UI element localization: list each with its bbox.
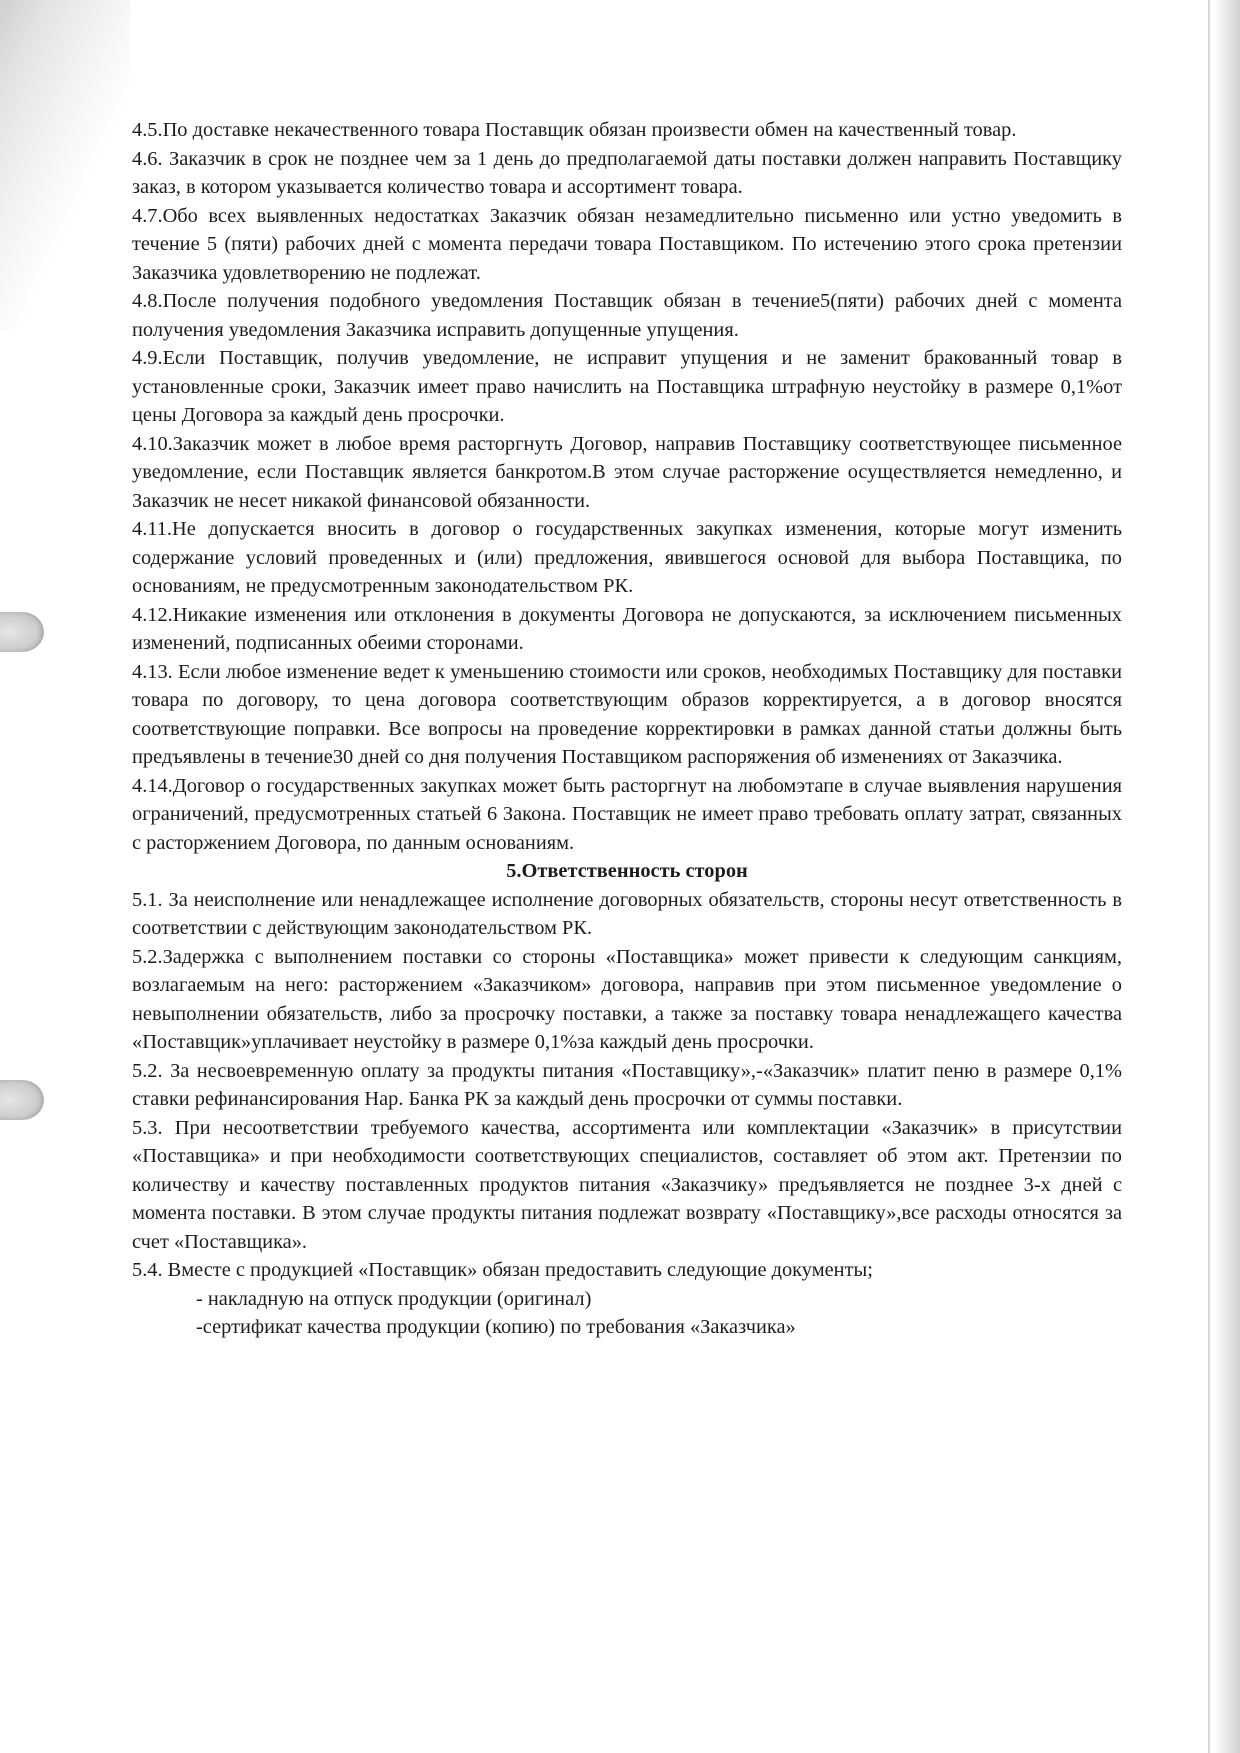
paragraph-5-2-payment: 5.2. За несвоевременную оплату за продукты питания «Поставщику»,-«Заказчик» платит пеню в размере 0,1% ставки рефинансирования Нар. Банка РК за каждый день просрочки от суммы поставки. — [132, 1059, 1122, 1110]
paragraph-5-3: 5.3. При несоответствии требуемого качества, ассортимента или комплектации «Заказчик» в присутствии «Поставщика» и при необходимости соответствующих специалистов, составляет об этом акт. Претензии по количеству и качеству поставленных продуктов питания «Заказчику» предъявляется не позднее 3-х дней с момента поставки. В этом случае продукты питания подлежат возврату «Поставщику»,все расходы относятся за счет «Поставщика». — [132, 1116, 1122, 1253]
paragraph-5-1: 5.1. За неисполнение или ненадлежащее исполнение договорных обязательств, стороны несут ответственность в соответствии с действующим законодательством РК. — [132, 888, 1122, 939]
paragraph-4-12: 4.12.Никакие изменения или отклонения в документы Договора не допускаются, за исключением письменных изменений, подписанных обеими сторонами. — [132, 603, 1122, 654]
scan-edge — [1214, 0, 1240, 1753]
paragraph-4-10: 4.10.Заказчик может в любое время расторгнуть Договор, направив Поставщику соответствующее письменное уведомление, если Поставщик является банкротом.В этом случае расторжение осуществляется немедленно, и Заказчик не несет никакой финансовой обязанности. — [132, 432, 1122, 512]
paragraph-5-2-delay: 5.2.Задержка с выполнением поставки со стороны «Поставщика» может привести к следующим санкциям, возлагаемым на него: расторжением «Заказчиком» договора, направив при этом письменное уведомление о невыполнении обязательств, либо за просрочку поставки, а также за поставку товара ненадлежащего качества «Поставщик»уплачивает неустойку в размере 0,1%за каждый день просрочки. — [132, 945, 1122, 1053]
document-page — [132, 116, 1122, 1342]
section-5-heading: 5.Ответственность сторон — [506, 860, 748, 882]
paragraph-4-9: 4.9.Если Поставщик, получив уведомление, не исправит упущения и не заменит бракованный товар в установленные сроки, Заказчик имеет право начислить на Поставщика штрафную неустойку в размере 0,1%от цены Договора за каждый день просрочки. — [132, 347, 1122, 426]
paragraph-4-13: 4.13. Если любое изменение ведет к уменьшению стоимости или сроков, необходимых Поставщику для поставки товара по договору, то цена договора соответствующим образов корректируется, а в договор вносятся соответствующие поправки. Все вопросы на проведение корректировки в рамках данной статьи должны быть предъявлены в течение30 дней со дня получения Поставщиком распоряжения об изменениях от Заказчика. — [132, 660, 1122, 768]
paragraph-4-7: 4.7.Обо всех выявленных недостатках Заказчик обязан незамедлительно письменно или устно уведомить в течение 5 (пяти) рабочих дней с момента передачи товара Поставщиком. По истечению этого срока претензии Заказчика удовлетворению не подлежат. — [132, 204, 1122, 284]
scan-shadow — [0, 0, 130, 330]
paragraph-4-14: 4.14.Договор о государственных закупках может быть расторгнут на любомэтапе в случае выявления нарушения ограничений, предусмотренных статьей 6 Закона. Поставщик не имеет право требовать оплату затрат, связанных с расторжением Договора, по данным основаниям. — [132, 774, 1122, 854]
list-item-certificate: -сертификат качества продукции (копию) по требования «Заказчика» — [196, 1316, 796, 1338]
punch-hole-top — [0, 612, 44, 652]
scan-margin-line — [1208, 0, 1210, 1753]
paragraph-4-6: 4.6. Заказчик в срок не позднее чем за 1 день до предполагаемой даты поставки должен направить Поставщику заказ, в котором указывается количество товара и ассортимент товара. — [132, 147, 1122, 198]
paragraph-5-4: 5.4. Вместе с продукцией «Поставщик» обязан предоставить следующие документы; — [132, 1259, 873, 1281]
paragraph-4-11: 4.11.Не допускается вносить в договор о государственных закупках изменения, которые могут изменить содержание условий проведенных и (или) предложения, явившегося основой для выбора Поставщика, по основаниям, не предусмотренным законодательством РК. — [132, 518, 1122, 597]
list-item-invoice: - накладную на отпуск продукции (оригинал) — [196, 1287, 592, 1310]
punch-hole-bottom — [0, 1080, 44, 1120]
paragraph-4-5: 4.5.По доставке некачественного товара Поставщик обязан произвести обмен на качественный товар. — [132, 119, 1017, 141]
paragraph-4-8: 4.8.После получения подобного уведомления Поставщик обязан в течение5(пяти) рабочих дней с момента получения уведомления Заказчика исправить допущенные упущения. — [132, 290, 1122, 341]
